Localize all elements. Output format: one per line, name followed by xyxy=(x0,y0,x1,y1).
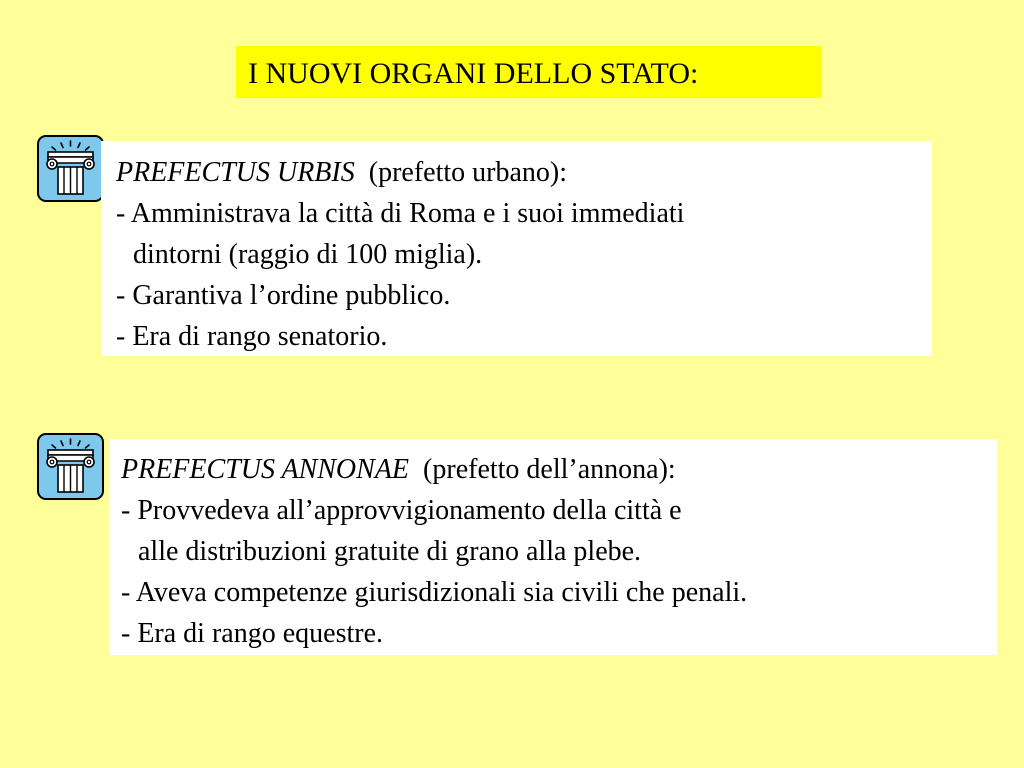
section-heading xyxy=(116,152,932,193)
prefectus-urbis-card xyxy=(101,141,932,356)
ionic-column-icon xyxy=(37,135,104,202)
section-term: PREFECTUS URBIS xyxy=(116,157,355,188)
ionic-column-icon xyxy=(37,433,104,500)
bullet-line: - Garantiva l’ordine pubblico. xyxy=(116,280,451,311)
bullet-continuation: alle distribuzioni gratuite di grano alla plebe. xyxy=(138,536,642,567)
bullet-line: - Era di rango senatorio. xyxy=(116,321,388,352)
bullet-continuation: dintorni (raggio di 100 miglia). xyxy=(133,239,483,270)
section-gloss: (prefetto dell’annona): xyxy=(423,454,676,485)
section-heading xyxy=(121,449,997,490)
section-term: PREFECTUS ANNONAE xyxy=(121,454,410,485)
bullet-line: - Provvedeva all’approvvigionamento della città e xyxy=(121,495,682,526)
bullet-line: - Aveva competenze giurisdizionali sia civili che penali. xyxy=(121,577,748,608)
bullet-line: - Era di rango equestre. xyxy=(121,618,383,649)
section-gloss: (prefetto urbano): xyxy=(368,157,567,188)
slide-title: I NUOVI ORGANI DELLO STATO: xyxy=(236,46,822,98)
prefectus-annonae-card xyxy=(109,439,997,655)
bullet-line: - Amministrava la città di Roma e i suoi immediati xyxy=(116,198,685,229)
